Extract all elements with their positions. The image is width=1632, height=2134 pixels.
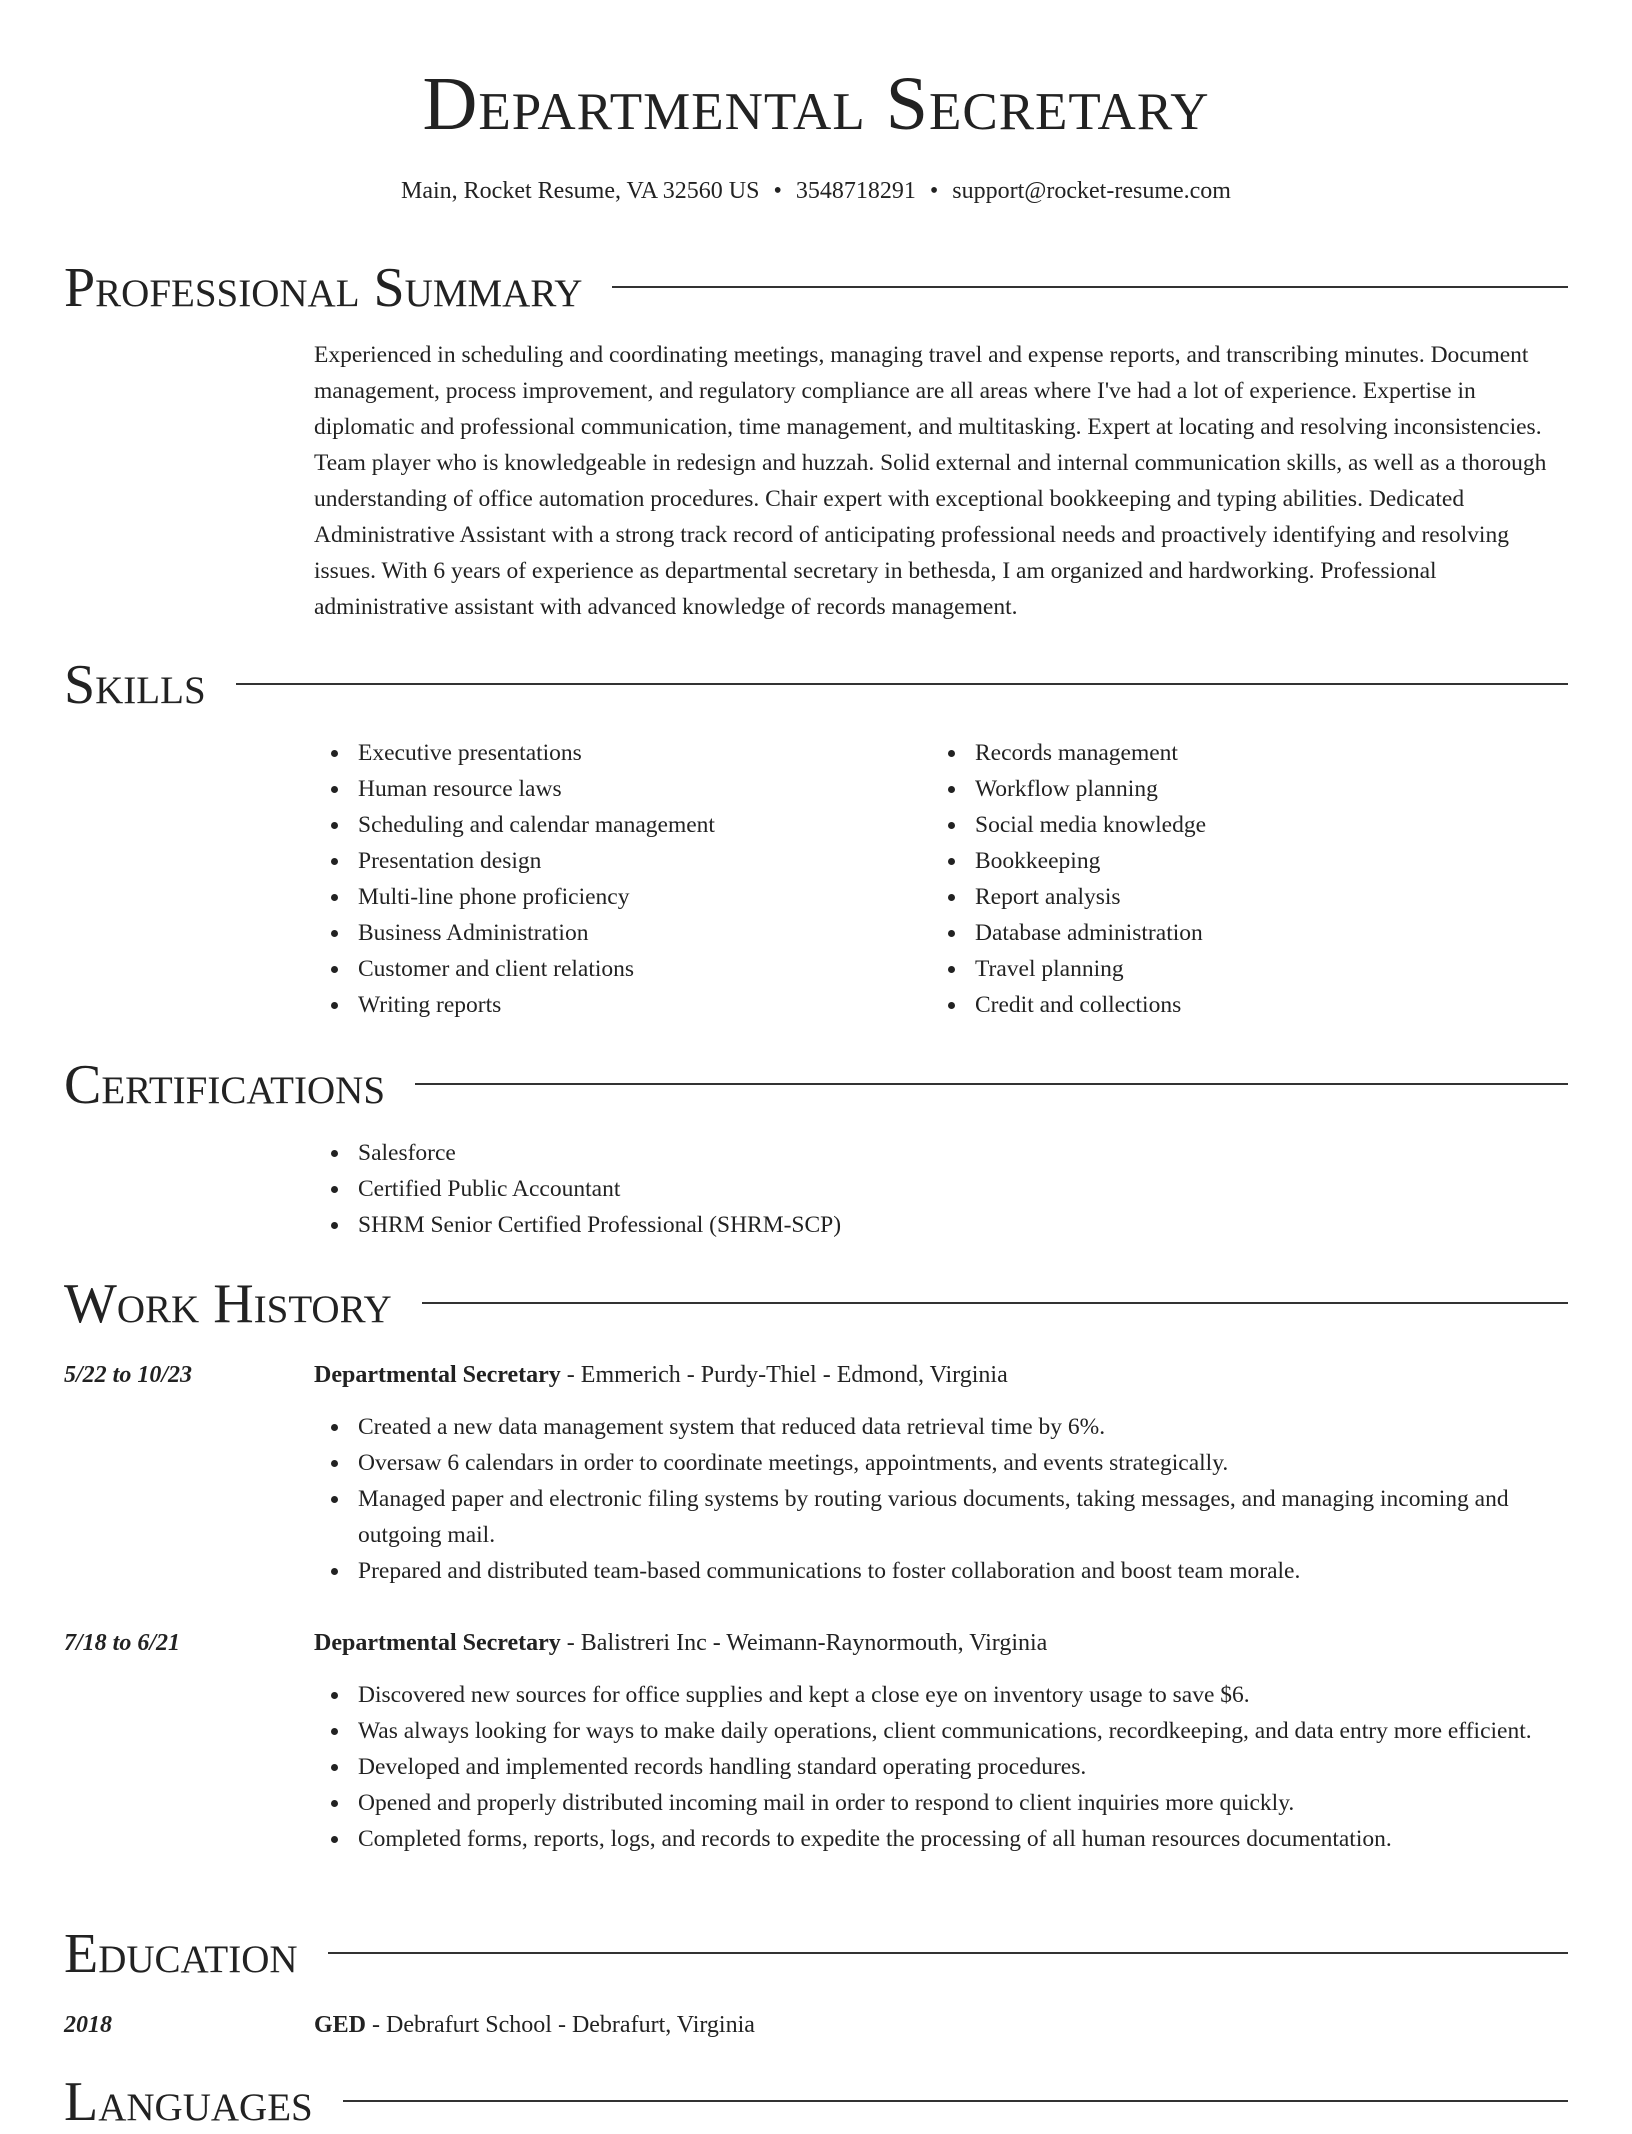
skill-item: Report analysis (931, 879, 1531, 915)
section-divider (328, 1952, 1568, 1954)
email: support@rocket-resume.com (952, 178, 1231, 204)
skill-item: Credit and collections (931, 987, 1531, 1023)
section-title-education (64, 1922, 1568, 1986)
certifications-list (314, 1135, 1570, 1243)
section-title-skills (64, 653, 1568, 717)
section-heading: Certifications (64, 1054, 386, 1116)
skill-item: Business Administration (314, 915, 914, 951)
skill-item: Customer and client relations (314, 951, 914, 987)
section-heading: Professional Summary (64, 257, 583, 319)
summary-text: Experienced in scheduling and coordinating meetings, managing travel and expense reports, and transcribing minutes. Document management, process improvement, and regulatory compliance are all areas where I've had a lot of experience. Expertise in diplomatic and professional communication, time management, and multitasking. Expert at locating and resolving inconsistencies. Team player who is knowledgeable in redesign and huzzah. Solid external and internal communication skills, as well as a thorough understanding of office automation procedures. Chair expert with exceptional bookkeeping and typing abilities. Dedicated Administrative Assistant with a strong track record of anticipating professional needs and proactively identifying and resolving issues. With 6 years of experience as departmental secretary in bethesda, I am organized and hardworking. Professional administrative assistant with advanced knowledge of records management. (314, 342, 1547, 620)
section-title-certifications (64, 1053, 1568, 1117)
job-employer: - Emmerich - Purdy-Thiel - Edmond, Virginia (560, 1362, 1008, 1388)
skill-item: Writing reports (314, 987, 914, 1023)
job-duties-list (314, 1409, 1570, 1589)
skill-item: Human resource laws (314, 771, 914, 807)
section-title-work-history (64, 1272, 1568, 1336)
separator-dot: • (773, 178, 782, 204)
skill-item: Presentation design (314, 843, 914, 879)
section-divider (343, 2100, 1568, 2102)
skill-item: Bookkeeping (931, 843, 1531, 879)
job-duty: Prepared and distributed team-based communications to foster collaboration and boost team morale. (314, 1553, 1570, 1589)
section-title-languages (64, 2070, 1568, 2134)
section-title-summary (64, 256, 1568, 320)
job-duty: Oversaw 6 calendars in order to coordinate meetings, appointments, and events strategically. (314, 1445, 1570, 1481)
education-heading (314, 2007, 755, 2043)
job-title: Departmental Secretary (314, 1630, 561, 1656)
section-heading: Work History (64, 1273, 392, 1335)
job-title: Departmental Secretary (314, 1362, 561, 1388)
skill-item: Workflow planning (931, 771, 1531, 807)
job-heading (314, 1625, 1047, 1661)
job-duty: Discovered new sources for office supplies and kept a close eye on inventory usage to save $6. (314, 1677, 1570, 1713)
phone: 3548718291 (795, 178, 916, 204)
separator-dot: • (929, 178, 939, 204)
skill-item: Database administration (931, 915, 1531, 951)
job-duty: Was always looking for ways to make daily operations, client communications, recordkeeping, and data entry more efficient. (314, 1713, 1570, 1749)
contact-line (0, 174, 1632, 208)
skill-item: Scheduling and calendar management (314, 807, 914, 843)
job-duty: Created a new data management system that reduced data retrieval time by 6%. (314, 1409, 1570, 1445)
section-divider (612, 286, 1568, 288)
skills-list-right (931, 735, 1531, 1023)
education-school: - Debrafurt School - Debrafurt, Virginia (366, 2012, 755, 2038)
job-dates: 7/18 to 6/21 (64, 1630, 181, 1656)
education-degree: GED (314, 2012, 367, 2038)
skill-item: Social media knowledge (931, 807, 1531, 843)
job-duties-list (314, 1677, 1570, 1857)
job-dates: 5/22 to 10/23 (64, 1362, 193, 1388)
section-heading: Skills (64, 654, 206, 716)
certification-item: Certified Public Accountant (314, 1171, 1570, 1207)
skill-item: Records management (931, 735, 1531, 771)
job-heading (314, 1357, 1008, 1393)
skill-item: Travel planning (931, 951, 1531, 987)
certification-item: Salesforce (314, 1135, 1570, 1171)
section-divider (422, 1302, 1568, 1304)
education-year: 2018 (64, 2012, 112, 2038)
job-duty: Managed paper and electronic filing systems by routing various documents, taking messages, and managing incoming and outgoing mail. (314, 1481, 1570, 1553)
certification-item: SHRM Senior Certified Professional (SHRM-SCP) (314, 1207, 1570, 1243)
address: Main, Rocket Resume, VA 32560 US (401, 178, 760, 204)
section-divider (415, 1083, 1568, 1085)
skills-list-left (314, 735, 914, 1023)
section-heading: Education (64, 1923, 298, 1985)
job-duty: Opened and properly distributed incoming mail in order to respond to client inquiries more quickly. (314, 1785, 1570, 1821)
job-duty: Developed and implemented records handling standard operating procedures. (314, 1749, 1570, 1785)
section-divider (236, 683, 1568, 685)
job-employer: - Balistreri Inc - Weimann-Raynormouth, Virginia (560, 1630, 1048, 1656)
skill-item: Executive presentations (314, 735, 914, 771)
job-duty: Completed forms, reports, logs, and records to expedite the processing of all human resources documentation. (314, 1821, 1570, 1857)
candidate-name: Departmental Secretary (422, 62, 1210, 146)
skill-item: Multi-line phone proficiency (314, 879, 914, 915)
section-heading: Languages (64, 2071, 313, 2133)
